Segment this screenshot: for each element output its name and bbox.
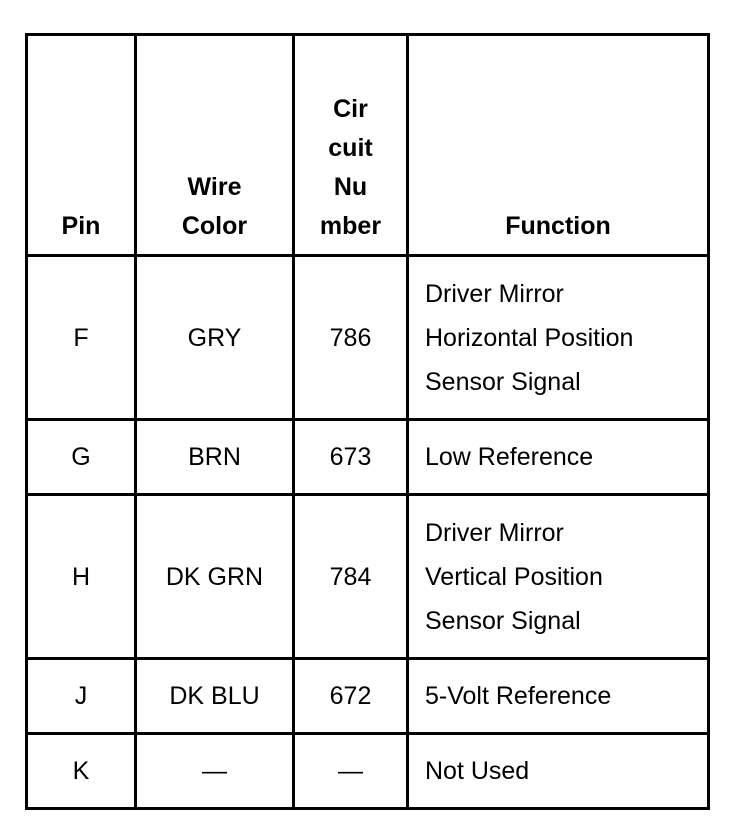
cell-wire-color: BRN [136,420,294,495]
function-line: Horizontal Position [425,323,634,352]
table-row [27,659,709,734]
cell-function [408,659,709,734]
cell-circuit: — [294,734,408,809]
cell-function [408,495,709,659]
cell-pin: H [27,495,136,659]
cell-wire-color: DK GRN [136,495,294,659]
function-line: Driver Mirror [425,518,564,547]
cell-circuit: 673 [294,420,408,495]
header-function [408,35,709,256]
cell-pin: F [27,256,136,420]
function-line: Sensor Signal [425,367,581,396]
cell-wire-color: — [136,734,294,809]
connector-pinout-table [25,33,710,810]
function-line: Vertical Position [425,562,603,591]
cell-pin: G [27,420,136,495]
header-circuit-number-line: Cir [333,95,368,123]
function-line: 5-Volt Reference [425,682,612,710]
cell-circuit: 784 [294,495,408,659]
header-circuit-number-line: cuit [328,134,373,162]
header-row [27,35,709,256]
function-line: Not Used [425,757,530,785]
header-pin [27,35,136,256]
cell-wire-color: DK BLU [136,659,294,734]
table-row [27,734,709,809]
header-circuit-number-line: Nu [333,173,368,201]
header-function-label: Function [505,212,611,240]
function-line: Driver Mirror [425,279,564,308]
header-wire-color-line: Color [181,212,248,240]
header-wire-color [136,35,294,256]
table-row [27,495,709,659]
header-wire-color-line: Wire [187,173,242,201]
cell-function [408,420,709,495]
cell-function [408,734,709,809]
function-line: Low Reference [425,443,594,471]
table-row [27,256,709,420]
header-circuit-number [294,35,408,256]
header-pin-label: Pin [61,212,101,240]
cell-pin: K [27,734,136,809]
cell-circuit: 672 [294,659,408,734]
header-circuit-number-line: mber [319,212,382,240]
cell-pin: J [27,659,136,734]
table-row [27,420,709,495]
cell-wire-color: GRY [136,256,294,420]
cell-function [408,256,709,420]
function-line: Sensor Signal [425,606,581,635]
cell-circuit: 786 [294,256,408,420]
